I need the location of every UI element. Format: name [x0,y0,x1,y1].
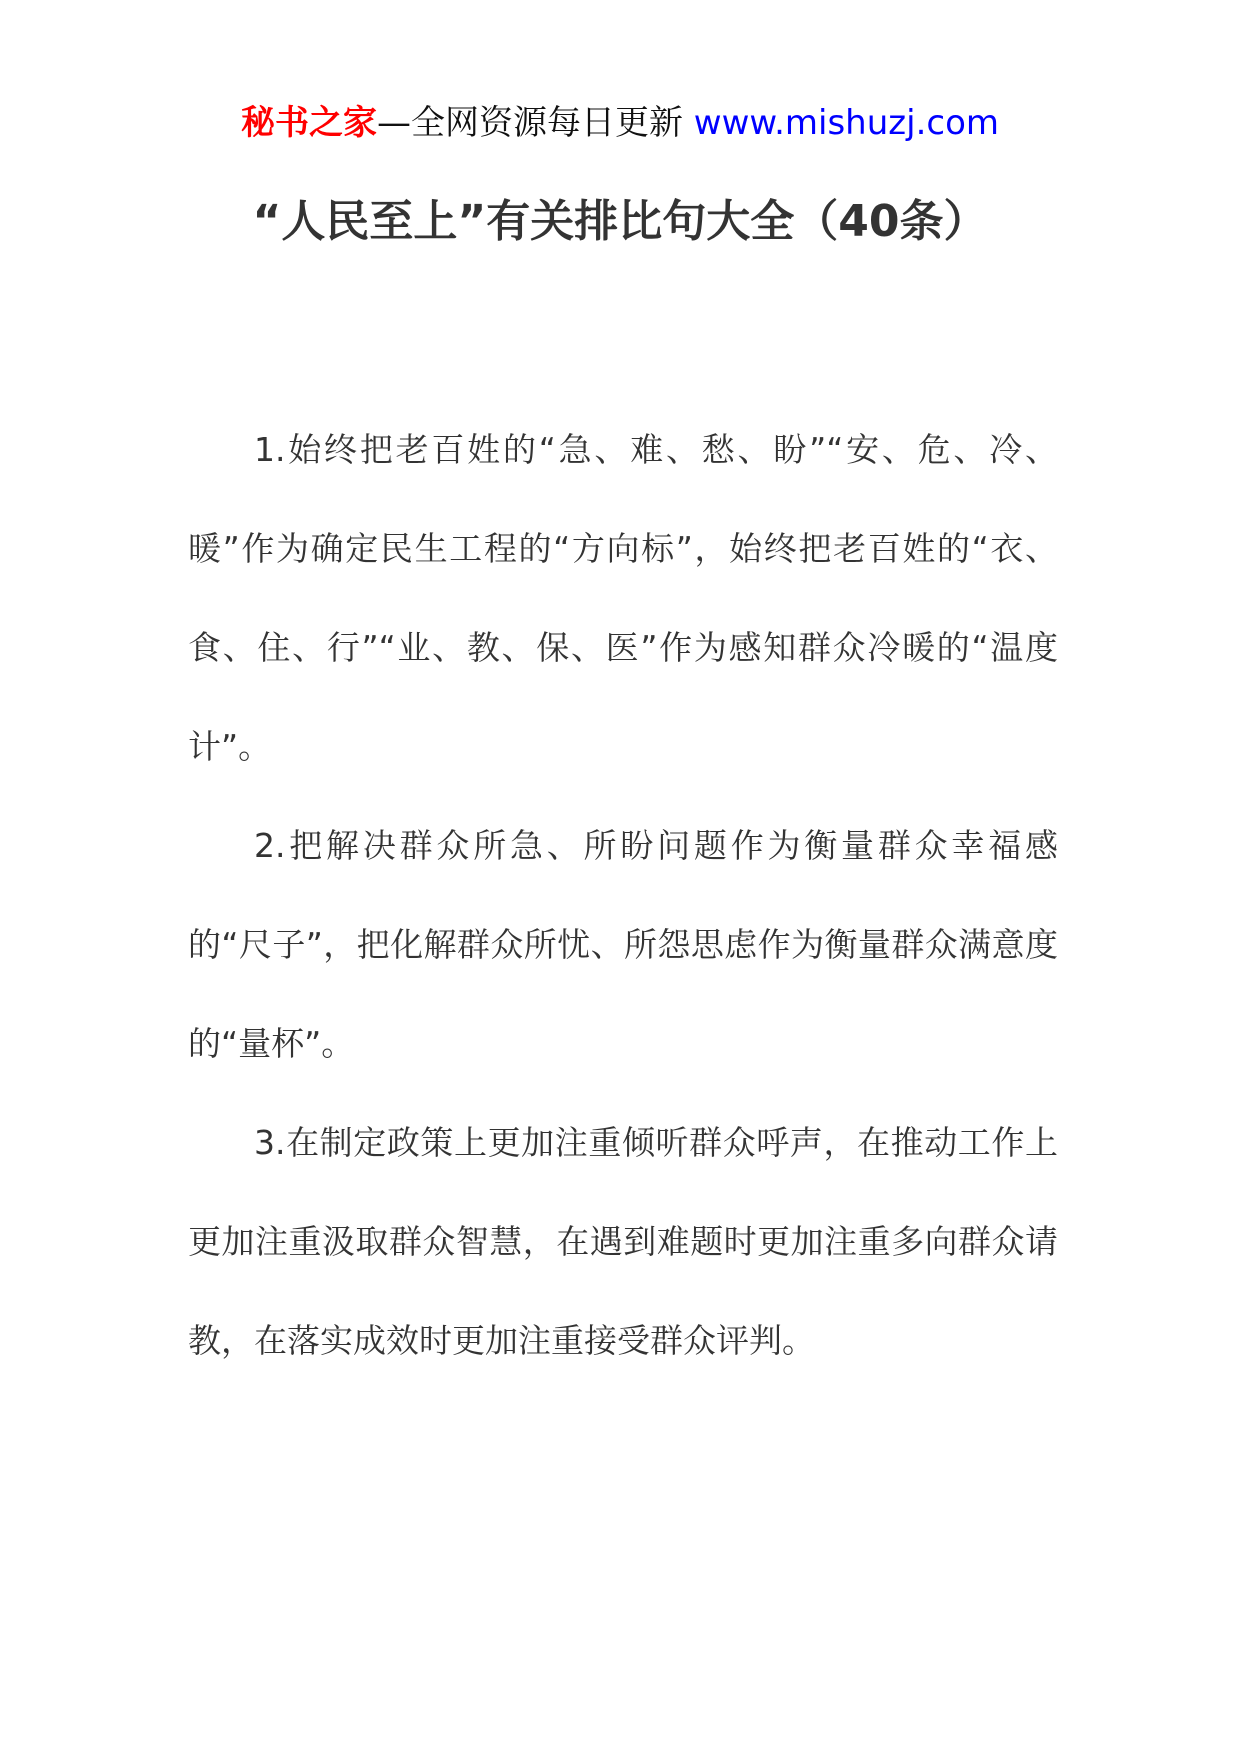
paragraph-2: 2.把解决群众所急、所盼问题作为衡量群众幸福感的“尺子”，把化解群众所忧、所怨思虑作为衡量群众满意度的“量杯”。 [188,826,1058,1063]
paragraph-1: 1.始终把老百姓的“急、难、愁、盼”“安、危、冷、暖”作为确定民生工程的“方向标”，始终把老百姓的“衣、食、住、行”“业、教、保、医”作为感知群众冷暖的“温度计”。 [188,430,1058,766]
document-body [188,400,1058,1390]
site-tagline: —全网资源每日更新 [376,103,683,143]
site-url-link[interactable]: www.mishuzj.com [693,103,999,143]
paragraph-3: 3.在制定政策上更加注重倾听群众呼声，在推动工作上更加注重汲取群众智慧，在遇到难题时更加注重多向群众请教，在落实成效时更加注重接受群众评判。 [188,1123,1058,1360]
document-title: “人民至上”有关排比句大全（40条） [252,196,988,247]
site-header [0,98,1240,148]
site-brand: 秘书之家 [240,103,377,143]
